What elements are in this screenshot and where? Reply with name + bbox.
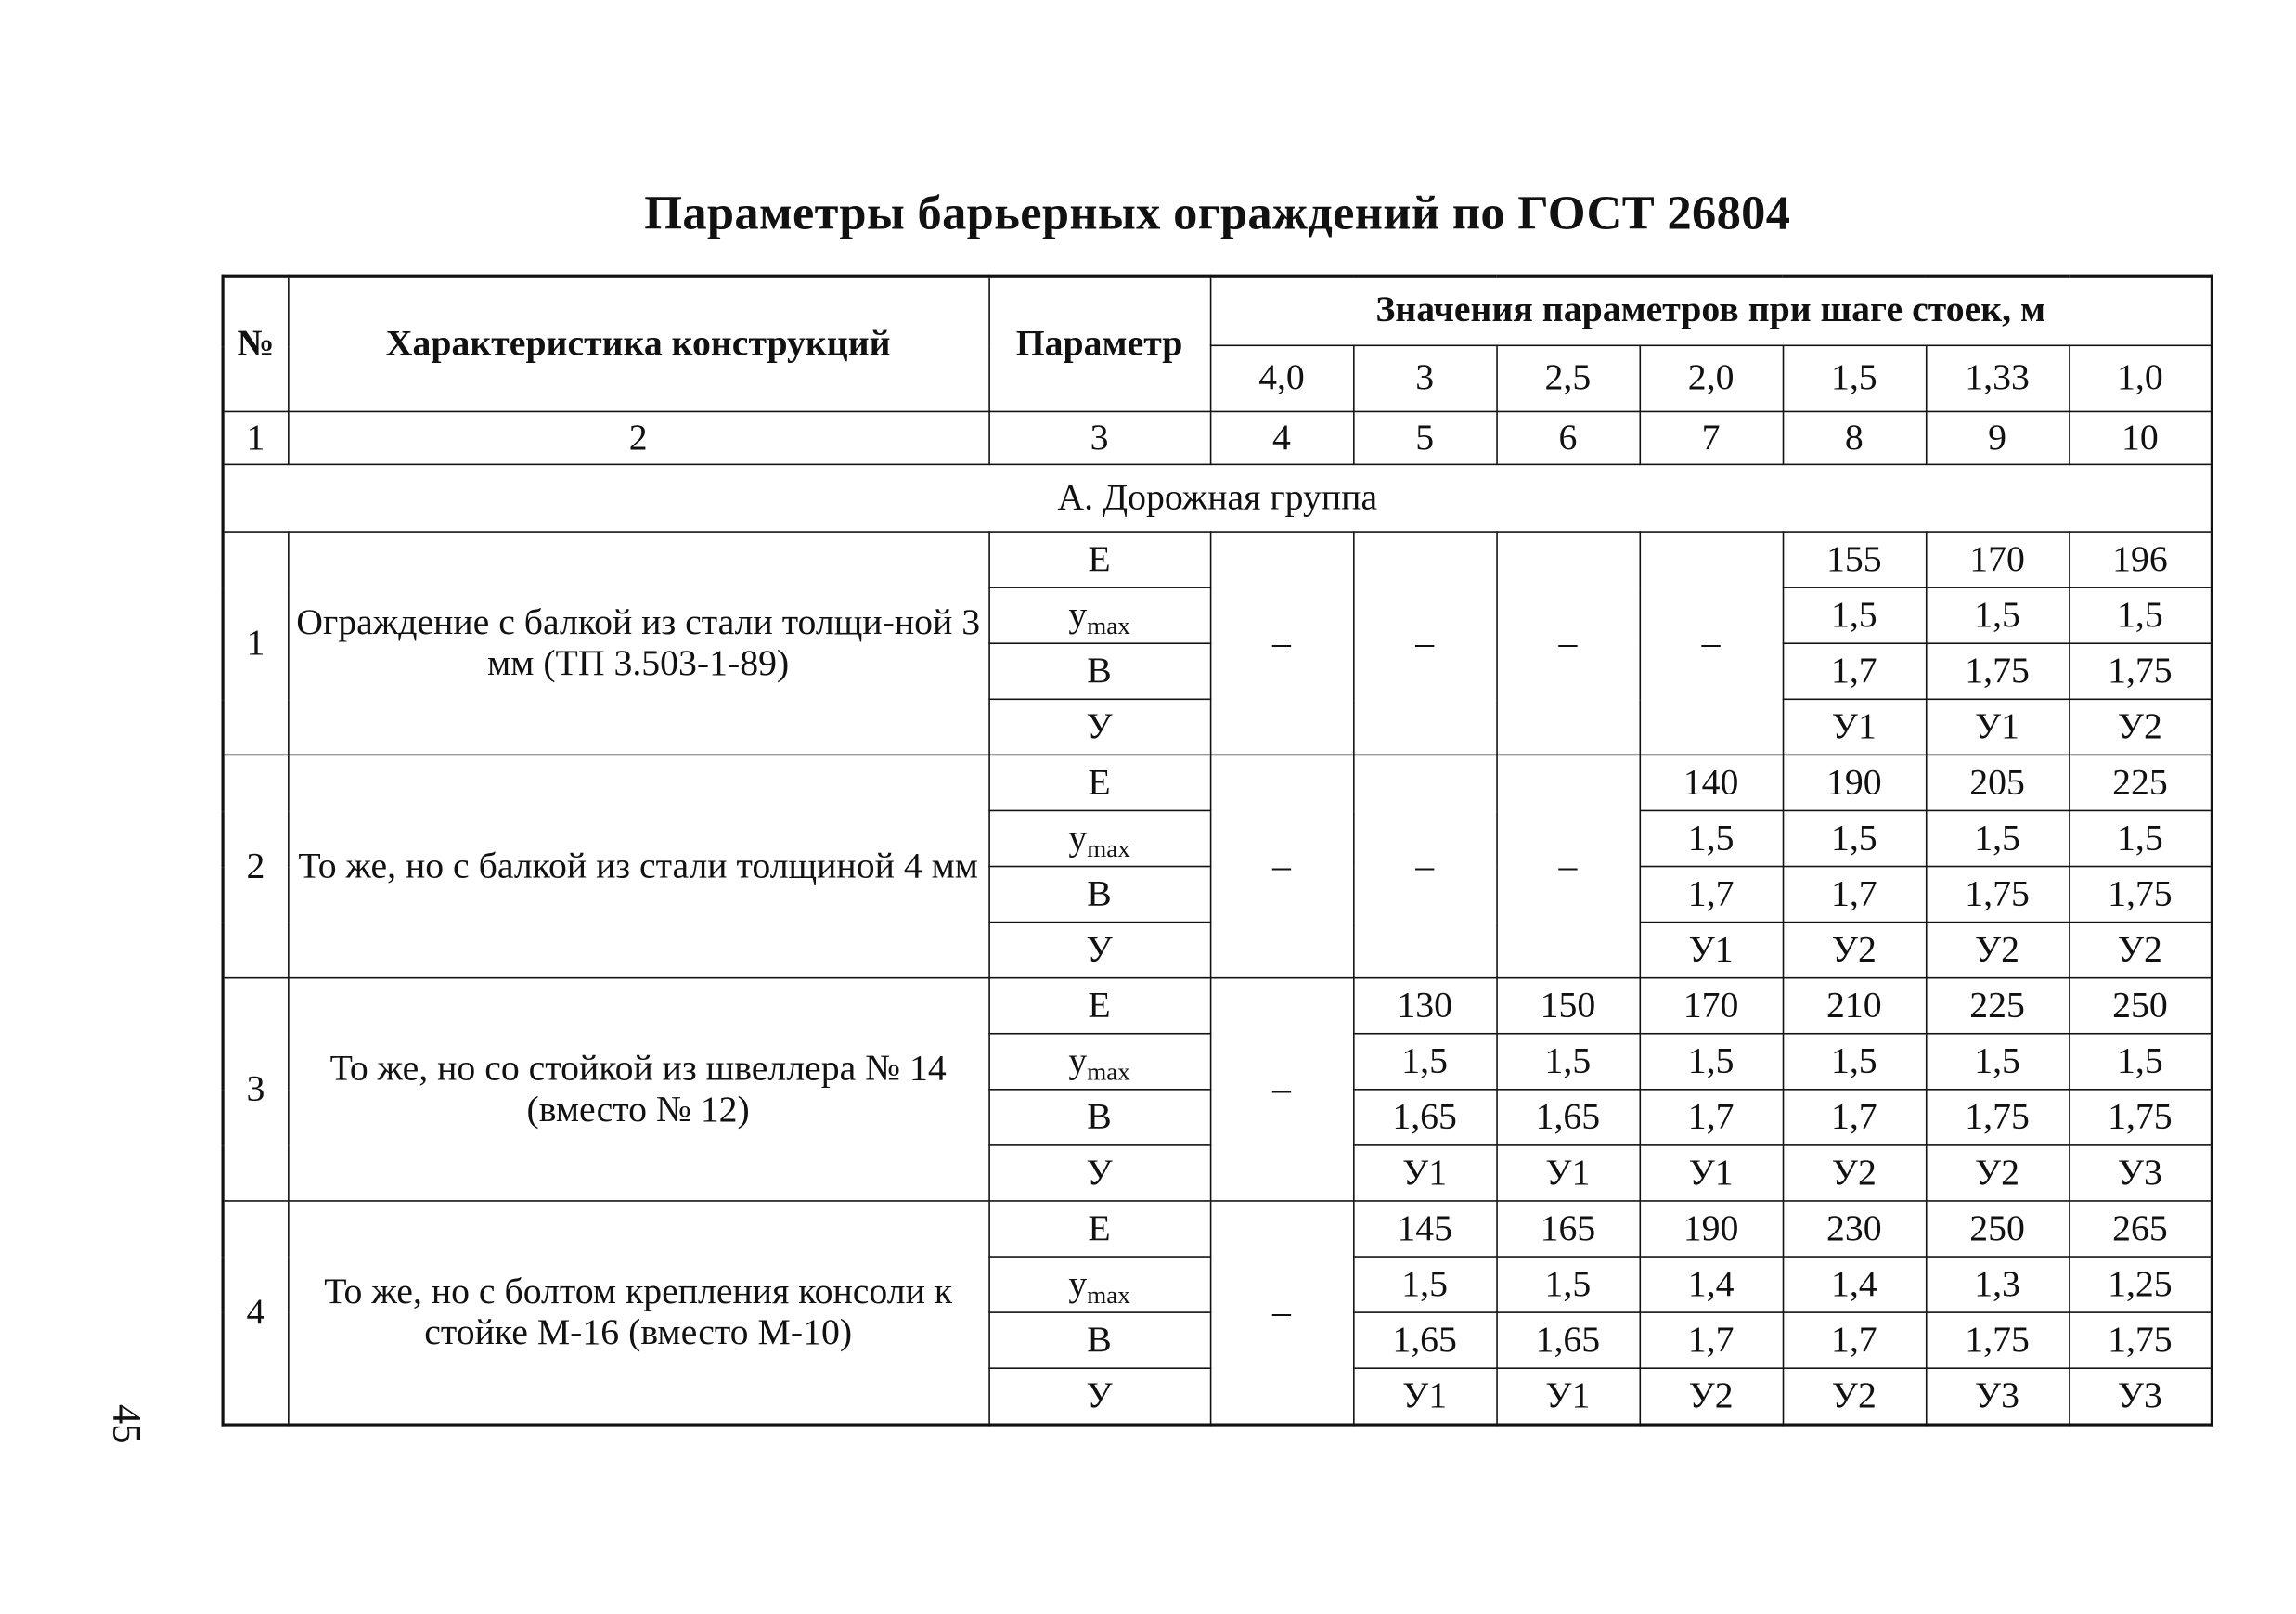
value-cell: 170 [1926,532,2069,587]
value-cell: У2 [2069,699,2212,755]
parameter-label [988,587,1210,643]
value-cell: 1,7 [1783,1312,1926,1368]
parameter-symbol: У [1086,929,1113,970]
value-cell: 1,75 [2069,867,2212,923]
parameter-symbol: Е [1088,985,1111,1026]
value-cell: У2 [1783,1368,1926,1425]
header-step: 1,0 [2069,345,2212,411]
parameter-label [988,755,1210,810]
column-number: 7 [1639,411,1782,464]
value-cell: 230 [1783,1201,1926,1257]
value-cell: 1,7 [1783,1090,1926,1145]
column-number: 4 [1210,411,1353,464]
value-cell: 1,7 [1639,1312,1782,1368]
column-number: 2 [288,411,988,464]
header-step: 2,5 [1496,345,1639,411]
value-cell: 1,65 [1496,1090,1639,1145]
parameter-label [988,978,1210,1034]
value-cell: 1,5 [1926,810,2069,866]
value-cell: 1,65 [1353,1312,1496,1368]
header-step: 1,5 [1783,345,1926,411]
parameter-symbol: У [1086,706,1113,747]
parameter-subscript: max [1087,611,1130,639]
value-cell: У1 [1496,1145,1639,1201]
empty-value-dash: – [1639,532,1782,755]
value-cell: У1 [1926,699,2069,755]
value-cell: 1,4 [1783,1257,1926,1312]
column-number: 8 [1783,411,1926,464]
value-cell: 250 [2069,978,2212,1034]
value-cell: 1,5 [2069,587,2212,643]
value-cell: У2 [1926,923,2069,978]
table-row [223,1201,2212,1257]
value-cell: 225 [2069,755,2212,810]
empty-value-dash: – [1353,755,1496,977]
empty-value-dash: – [1496,532,1639,755]
parameter-symbol: В [1087,651,1112,691]
value-cell: 1,75 [1926,1312,2069,1368]
value-cell: У1 [1639,923,1782,978]
column-number: 5 [1353,411,1496,464]
value-cell: 140 [1639,755,1782,810]
row-number: 2 [223,755,288,977]
parameter-symbol: У [1086,1153,1113,1193]
parameter-label [988,1257,1210,1312]
document-title: Параметры барьерных ограждений по ГОСТ 26804 [644,187,1791,241]
construction-description: То же, но с болтом крепления консоли к стойке М-16 (вместо М-10) [288,1201,988,1425]
parameter-label [988,1145,1210,1201]
column-number: 6 [1496,411,1639,464]
row-number: 1 [223,532,288,755]
value-cell: 1,5 [1496,1034,1639,1090]
header-no: № [223,276,288,411]
parameter-symbol: В [1087,1320,1112,1361]
header-step: 2,0 [1639,345,1782,411]
parameter-symbol: y [1068,1041,1088,1081]
construction-description: То же, но с балкой из стали толщиной 4 мм [288,755,988,977]
value-cell: У2 [1926,1145,2069,1201]
value-cell: 1,65 [1353,1090,1496,1145]
barrier-parameters-table [222,275,2214,1427]
row-number: 3 [223,978,288,1201]
value-cell: У2 [1639,1368,1782,1425]
value-cell: 265 [2069,1201,2212,1257]
value-cell: У1 [1639,1145,1782,1201]
value-cell: 1,5 [1639,1034,1782,1090]
value-cell: 170 [1639,978,1782,1034]
header-step: 4,0 [1210,345,1353,411]
parameter-label [988,810,1210,866]
parameter-symbol: y [1068,595,1088,636]
empty-value-dash: – [1210,532,1353,755]
empty-value-dash: – [1496,755,1639,977]
value-cell: 1,5 [1926,1034,2069,1090]
value-cell: У3 [1926,1368,2069,1425]
column-number: 3 [988,411,1210,464]
value-cell: 1,75 [1926,1090,2069,1145]
value-cell: 1,75 [2069,1312,2212,1368]
column-number: 1 [223,411,288,464]
parameter-subscript: max [1087,1280,1130,1309]
value-cell: 1,5 [1353,1257,1496,1312]
value-cell: 1,5 [1639,810,1782,866]
value-cell: 1,75 [2069,1090,2212,1145]
value-cell: 190 [1639,1201,1782,1257]
parameter-label [988,1090,1210,1145]
value-cell: У2 [1783,1145,1926,1201]
value-cell: 1,5 [1783,810,1926,866]
value-cell: 1,5 [1926,587,2069,643]
parameter-label [988,1201,1210,1257]
parameter-symbol: Е [1088,762,1111,803]
value-cell: 1,3 [1926,1257,2069,1312]
group-heading: А. Дорожная группа [223,464,2212,532]
column-number: 9 [1926,411,2069,464]
table-row [223,755,2212,810]
row-number: 4 [223,1201,288,1425]
value-cell: 1,7 [1783,643,1926,699]
parameter-symbol: В [1087,873,1112,914]
empty-value-dash: – [1210,978,1353,1201]
parameter-label [988,1312,1210,1368]
value-cell: У3 [2069,1368,2212,1425]
header-characteristic: Характеристика конструкций [288,276,988,411]
construction-description: Ограждение с балкой из стали толщи-ной 3 мм (ТП 3.503-1-89) [288,532,988,755]
empty-value-dash: – [1210,1201,1353,1425]
value-cell: 165 [1496,1201,1639,1257]
value-cell: 1,5 [1783,587,1926,643]
value-cell: 1,75 [2069,643,2212,699]
value-cell: 1,7 [1783,867,1926,923]
value-cell: 1,5 [2069,810,2212,866]
header-parameter: Параметр [988,276,1210,411]
value-cell: 1,5 [2069,1034,2212,1090]
value-cell: 205 [1926,755,2069,810]
parameter-symbol: y [1068,1264,1088,1305]
value-cell: У3 [2069,1145,2212,1201]
parameter-symbol: В [1087,1097,1112,1137]
value-cell: 1,75 [1926,643,2069,699]
parameter-label [988,699,1210,755]
construction-description: То же, но со стойкой из швеллера № 14 (вместо № 12) [288,978,988,1201]
value-cell: 155 [1783,532,1926,587]
table-body [223,464,2212,1425]
value-cell: 130 [1353,978,1496,1034]
value-cell: 196 [2069,532,2212,587]
value-cell: 150 [1496,978,1639,1034]
value-cell: У1 [1783,699,1926,755]
parameter-label [988,532,1210,587]
parameter-subscript: max [1087,834,1130,863]
parameter-label [988,923,1210,978]
parameter-symbol: y [1068,818,1088,859]
table-row [223,978,2212,1034]
value-cell: У2 [1783,923,1926,978]
value-cell: 250 [1926,1201,2069,1257]
value-cell: 1,5 [1496,1257,1639,1312]
parameter-label [988,867,1210,923]
value-cell: У1 [1353,1145,1496,1201]
value-cell: 1,7 [1639,867,1782,923]
value-cell: 1,75 [1926,867,2069,923]
value-cell: 225 [1926,978,2069,1034]
value-cell: 1,25 [2069,1257,2212,1312]
parameter-label [988,643,1210,699]
parameter-symbol: Е [1088,1208,1111,1248]
value-cell: 1,4 [1639,1257,1782,1312]
parameter-label [988,1368,1210,1425]
value-cell: 210 [1783,978,1926,1034]
value-cell: 1,5 [1353,1034,1496,1090]
empty-value-dash: – [1210,755,1353,977]
parameter-subscript: max [1087,1057,1130,1086]
value-cell: У2 [2069,923,2212,978]
value-cell: 1,65 [1496,1312,1639,1368]
value-cell: 1,5 [1783,1034,1926,1090]
empty-value-dash: – [1353,532,1496,755]
column-number: 10 [2069,411,2212,464]
page-number: 45 [104,1403,149,1444]
header-step: 1,33 [1926,345,2069,411]
value-cell: У1 [1353,1368,1496,1425]
value-cell: У1 [1496,1368,1639,1425]
parameter-symbol: Е [1088,539,1111,580]
value-cell: 190 [1783,755,1926,810]
value-cell: 1,7 [1639,1090,1782,1145]
header-step: 3 [1353,345,1496,411]
parameter-symbol: У [1086,1375,1113,1416]
header-values-caption: Значения параметров при шаге стоек, м [1210,276,2212,345]
table-row [223,532,2212,587]
parameter-label [988,1034,1210,1090]
value-cell: 145 [1353,1201,1496,1257]
